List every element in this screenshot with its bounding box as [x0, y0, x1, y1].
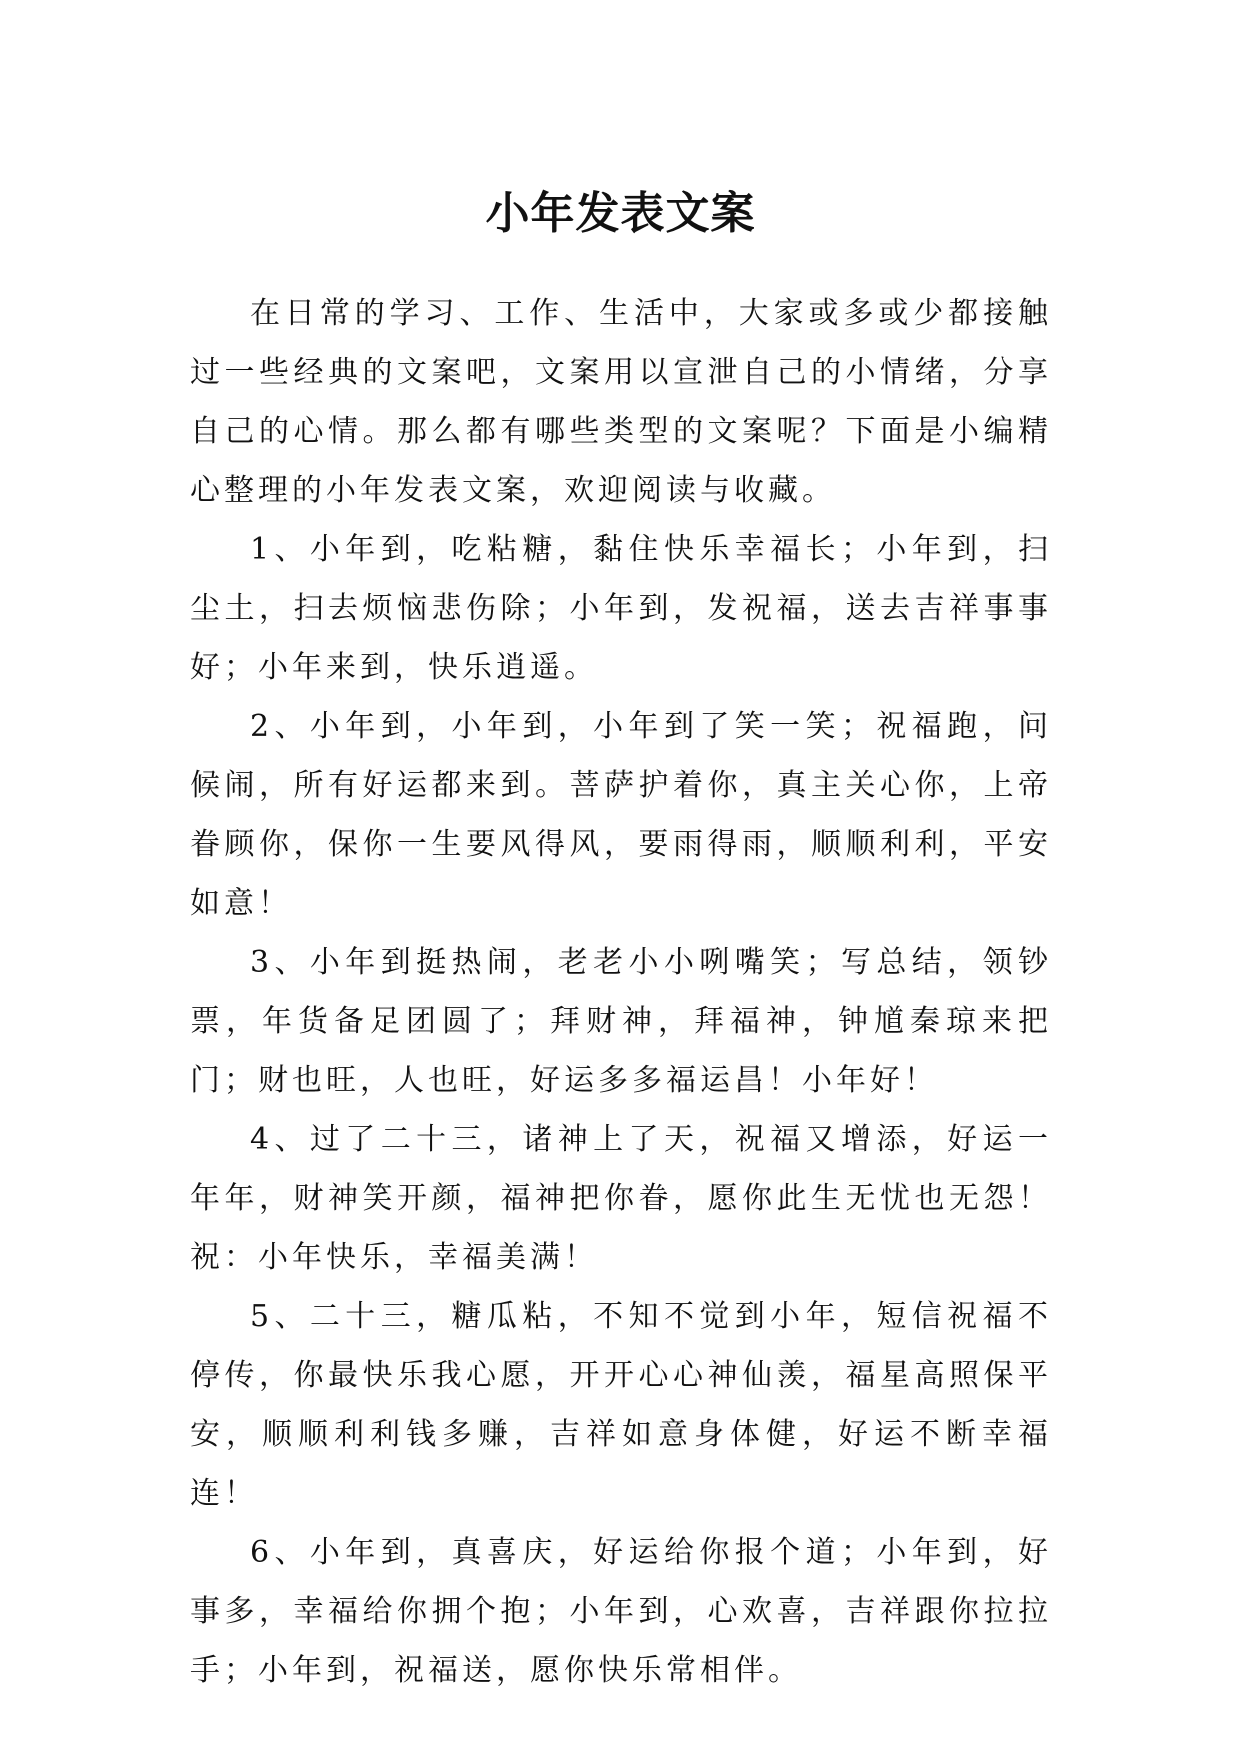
item-paragraph-2: 2、小年到，小年到，小年到了笑一笑；祝福跑，问候闹，所有好运都来到。菩萨护着你，真主关心你，上帝眷顾你，保你一生要风得风，要雨得雨，顺顺利利，平安如意！: [190, 709, 1052, 921]
item-paragraph-4: 4、过了二十三，诸神上了天，祝福又增添，好运一年年，财神笑开颜，福神把你眷，愿你此生无忧也无怨！祝：小年快乐，幸福美满！: [190, 1122, 1052, 1275]
document-body: [190, 284, 1052, 1700]
item-paragraph-3: 3、小年到挺热闹，老老小小咧嘴笑；写总结，领钞票，年货备足团圆了；拜财神，拜福神，钟馗秦琼来把门；财也旺，人也旺，好运多多福运昌！小年好！: [190, 945, 1052, 1098]
intro-paragraph: 在日常的学习、工作、生活中，大家或多或少都接触过一些经典的文案吧，文案用以宣泄自己的小情绪，分享自己的心情。那么都有哪些类型的文案呢？下面是小编精心整理的小年发表文案，欢迎阅读与收藏。: [190, 296, 1052, 508]
item-paragraph-1: 1、小年到，吃粘糖，黏住快乐幸福长；小年到，扫尘土，扫去烦恼悲伤除；小年到，发祝福，送去吉祥事事好；小年来到，快乐逍遥。: [190, 532, 1052, 685]
item-paragraph-6: 6、小年到，真喜庆，好运给你报个道；小年到，好事多，幸福给你拥个抱；小年到，心欢喜，吉祥跟你拉拉手；小年到，祝福送，愿你快乐常相伴。: [190, 1535, 1052, 1688]
item-paragraph-5: 5、二十三，糖瓜粘，不知不觉到小年，短信祝福不停传，你最快乐我心愿，开开心心神仙羡，福星高照保平安，顺顺利利钱多赚，吉祥如意身体健，好运不断幸福连！: [190, 1299, 1052, 1511]
document-title: 小年发表文案: [485, 188, 756, 240]
